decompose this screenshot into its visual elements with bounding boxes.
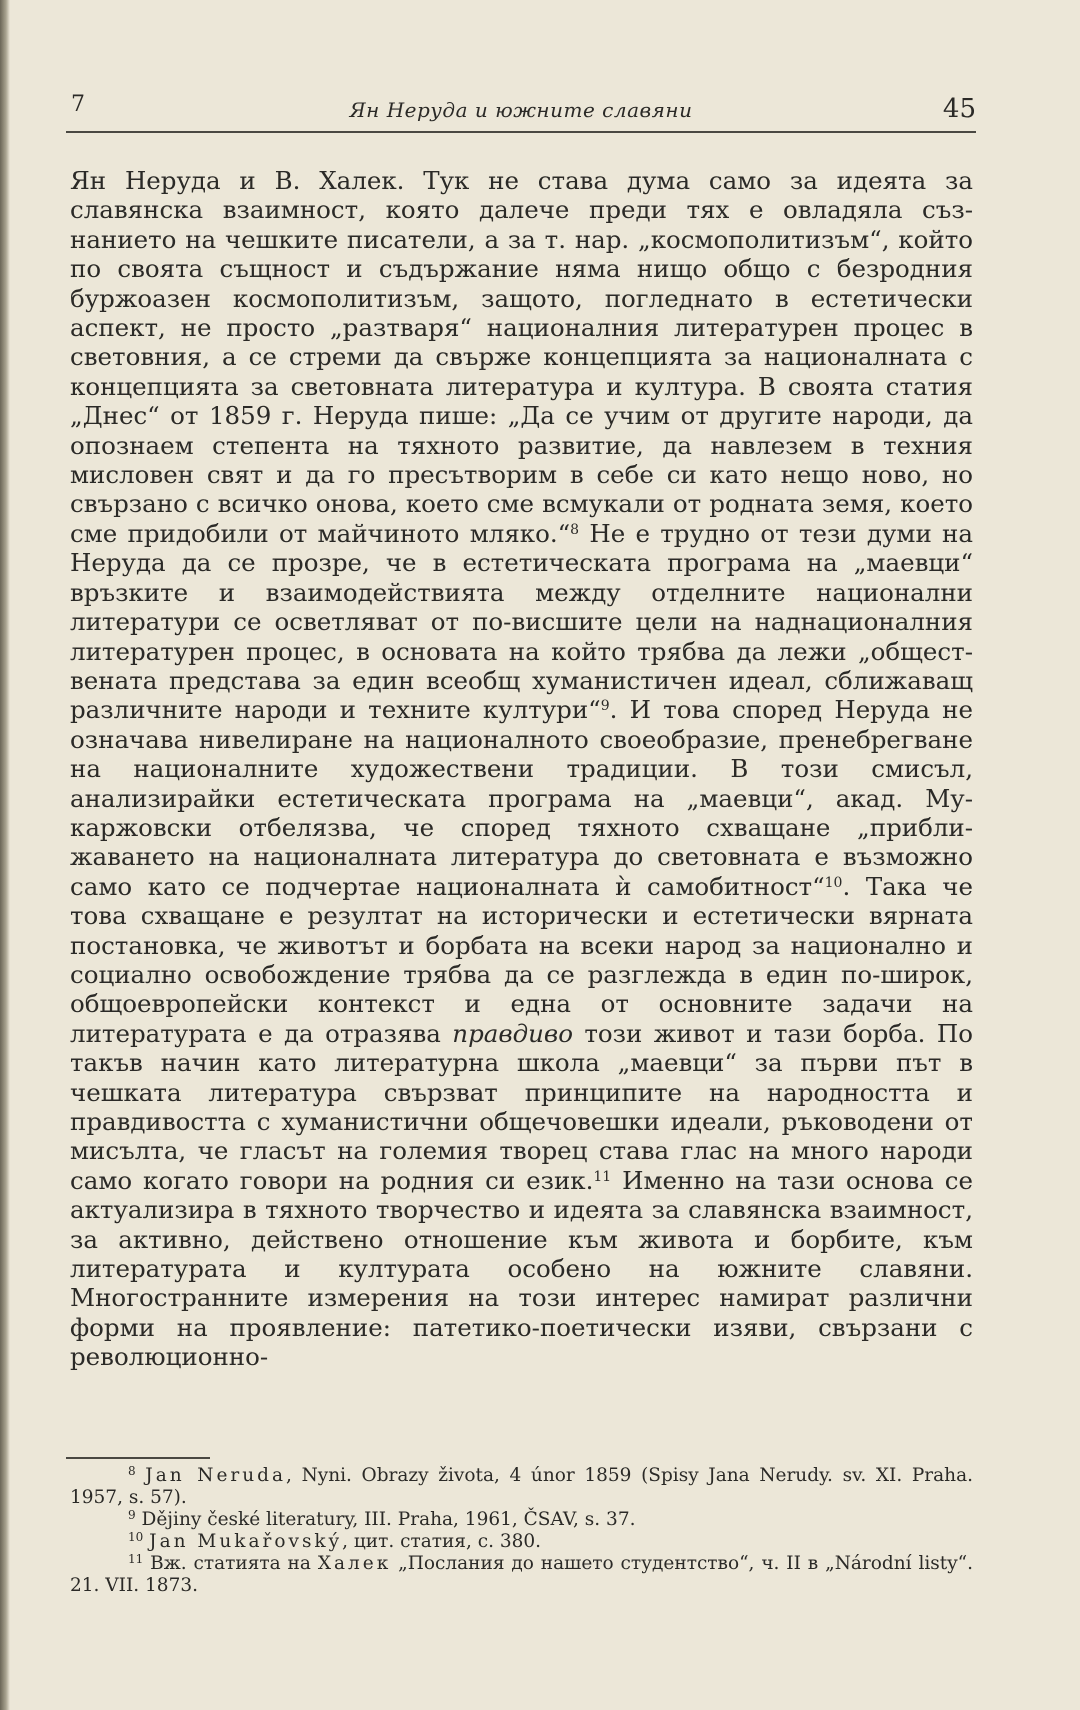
body-text xyxy=(70,166,973,1372)
running-title: Ян Неруда и южните славяни xyxy=(349,98,693,122)
footnote-text: , Nyni. Obrazy života, 4 únor 1859 (Spisy Jana Nerudy. sv. XI. Praha. 1957, s. 57). xyxy=(70,1465,973,1508)
footnote-prefix: Вж. статията на xyxy=(150,1553,318,1574)
footnote-ref-10[interactable]: 10 xyxy=(824,874,843,891)
emphasis-italic: правдиво xyxy=(452,1018,573,1048)
body-text-segment: . Така че това схващане е резултат на исторически и естетически вярната постановка, че животът и борбата на всеки народ за национално и социално освобождение трябва да се разглежда в един по-широк, общоевропейски контекст и една от основните задачи на литературата е да отразява xyxy=(70,871,973,1048)
footnote-number: 9 xyxy=(128,1508,136,1522)
footnote-10 xyxy=(70,1531,973,1553)
page-number: 45 xyxy=(942,94,976,124)
footnote-rule xyxy=(66,1457,210,1459)
body-text-segment: този живот и тази борба. По такъв начин като литературна школа „маевци“ за първи път в чешката литература свързват принципите на народността и правдивостта с хуманистични общечовешки идеали, ръководени от мисълта, че гласът на големия творец става глас на много народи само когато говори на родния си език. xyxy=(70,1018,973,1195)
footnote-ref-9[interactable]: 9 xyxy=(600,698,610,715)
footnote-text: Dějiny české literatury, III. Praha, 1961, ČSAV, s. 37. xyxy=(141,1509,636,1530)
footnote-9 xyxy=(70,1509,973,1531)
footnote-8 xyxy=(70,1465,973,1509)
footnote-text: „Послания до нашето студентство“, ч. II в „Národní listy“. 21. VII. 1873. xyxy=(70,1553,974,1596)
footnote-number: 11 xyxy=(128,1552,144,1566)
body-paragraph xyxy=(70,166,973,1372)
footnote-author: Халек xyxy=(317,1553,392,1574)
body-text-segment: Не е трудно от тези думи на Неруда да се прозре, че в естетическата програма на „маевци“ връзките и взаимодействията между отделните национални литератури се осветляват от по-висшите цели на наднационалния литературен процес, в основата на който трябва да лежи „обществената представа за един всеобщ хуманистичен идеал, сближаващ различните народи и техните култури“ xyxy=(70,518,973,725)
header-rule xyxy=(66,131,976,133)
footnote-ref-8[interactable]: 8 xyxy=(570,521,580,538)
body-text-segment: Именно на тази основа се актуализира в тяхното творчество и идеята за славянска взаимност, за активно, действено отношение към живота и борбите, към литературата и културата особено на южните славяни. Многостранните измерения на този интерес намират различни форми на проявление: патетико-поетически изяви, свързани с революционно- xyxy=(70,1165,973,1372)
footnote-11 xyxy=(70,1553,973,1597)
footnote-text: , цит. статия, с. 380. xyxy=(342,1531,542,1552)
footnote-author: Jan Neruda xyxy=(145,1465,287,1486)
signature-mark: 7 xyxy=(71,92,85,117)
body-text-segment: Ян Неруда и В. Халек. Тук не става дума само за идеята за славянска взаимност, която далече преди тях е овладяла съзнанието на чешките писатели, а за т. нар. „космополитизъм“, който по своята същност и съдържание няма нищо общо с безродния буржоазен космополитизъм, защото, погледнато в естетически аспект, не просто „разтваря“ националния литературен процес в световния, а се стреми да свърже концепцията за националната с концепцията за световната литература и култура. В своята статия „Днес“ от 1859 г. Неруда пише: „Да се учим от другите народи, да опознаем степента на тяхното развитие, да навлезем в техния мисловен свят и да го пресътворим в себе си като нещо ново, но свързано с всичко онова, което сме всмукали от родната земя, което сме придобили от майчиното мляко.“ xyxy=(70,166,973,548)
footnote-number: 10 xyxy=(128,1530,144,1544)
footnote-ref-11[interactable]: 11 xyxy=(593,1168,612,1185)
page-header xyxy=(66,92,976,128)
footnotes xyxy=(70,1465,973,1597)
footnote-number: 8 xyxy=(128,1464,136,1478)
page-edge-shadow xyxy=(0,0,10,1710)
footnote-author: Jan Mukařovský xyxy=(149,1531,343,1552)
body-text-segment: . И това според Неруда не означава нивелиране на националното своеобразие, пренебрегване на националните художествени традиции. В този смисъл, анализирайки естетическата програма на „маевци“, акад. Мукаржовски отбелязва, че според тяхното схващане „приближаването на националната литература до световната е възможно само като се подчертае националната ѝ самобитност“ xyxy=(70,695,973,901)
